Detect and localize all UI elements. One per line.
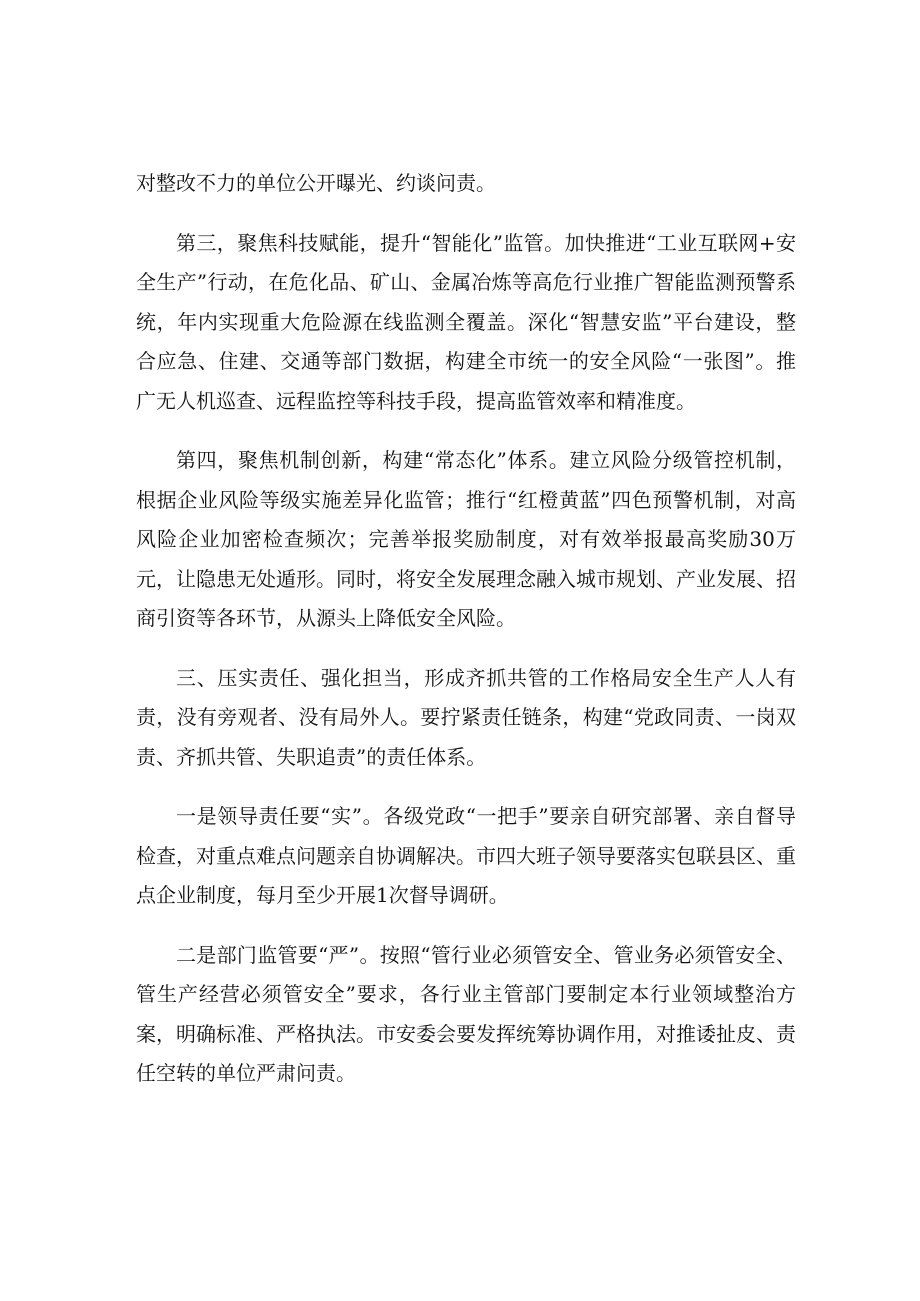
paragraph-tech-empowerment: 第三，聚焦科技赋能，提升“智能化”监管。加快推进“工业互联网+安全生产”行动，在危化品、矿山、金属冶炼等高危行业推广智能监测预警系统，年内实现重大危险源在线监测全覆盖。深化“智慧安监”平台建设，整合应急、住建、交通等部门数据，构建全市统一的安全风险“一张图”。推广无人机巡查、远程监控等科技手段，提高监管效率和精准度。	[136, 230, 796, 413]
paragraph-mechanism-innovation: 第四，聚焦机制创新，构建“常态化”体系。建立风险分级管控机制，根据企业风险等级实施差异化监管；推行“红橙黄蓝”四色预警机制，对高风险企业加密检查频次；完善举报奖励制度，对有效举报最高奖励30万元，让隐患无处遁形。同时，将安全发展理念融入城市规划、产业发展、招商引资等各环节，从源头上降低安全风险。	[136, 448, 796, 630]
document-body	[136, 164, 796, 1094]
paragraph-department-supervision: 二是部门监管要“严”。按照“管行业必须管安全、管业务必须管安全、管生产经营必须管安全”要求，各行业主管部门要制定本行业领域整治方案，明确标准、严格执法。市安委会要发挥统筹协调作用，对推诿扯皮、责任空转的单位严肃问责。	[136, 942, 796, 1085]
paragraph-responsibility-section: 三、压实责任、强化担当，形成齐抓共管的工作格局安全生产人人有责，没有旁观者、没有局外人。要拧紧责任链条，构建“党政同责、一岗双责、齐抓共管、失职追责”的责任体系。	[136, 665, 796, 769]
paragraph-leadership-responsibility: 一是领导责任要“实”。各级党政“一把手”要亲自研究部署、亲自督导检查，对重点难点问题亲自协调解决。市四大班子领导要落实包联县区、重点企业制度，每月至少开展1次督导调研。	[136, 804, 796, 907]
paragraph-continuation: 对整改不力的单位公开曝光、约谈问责。	[136, 171, 496, 195]
